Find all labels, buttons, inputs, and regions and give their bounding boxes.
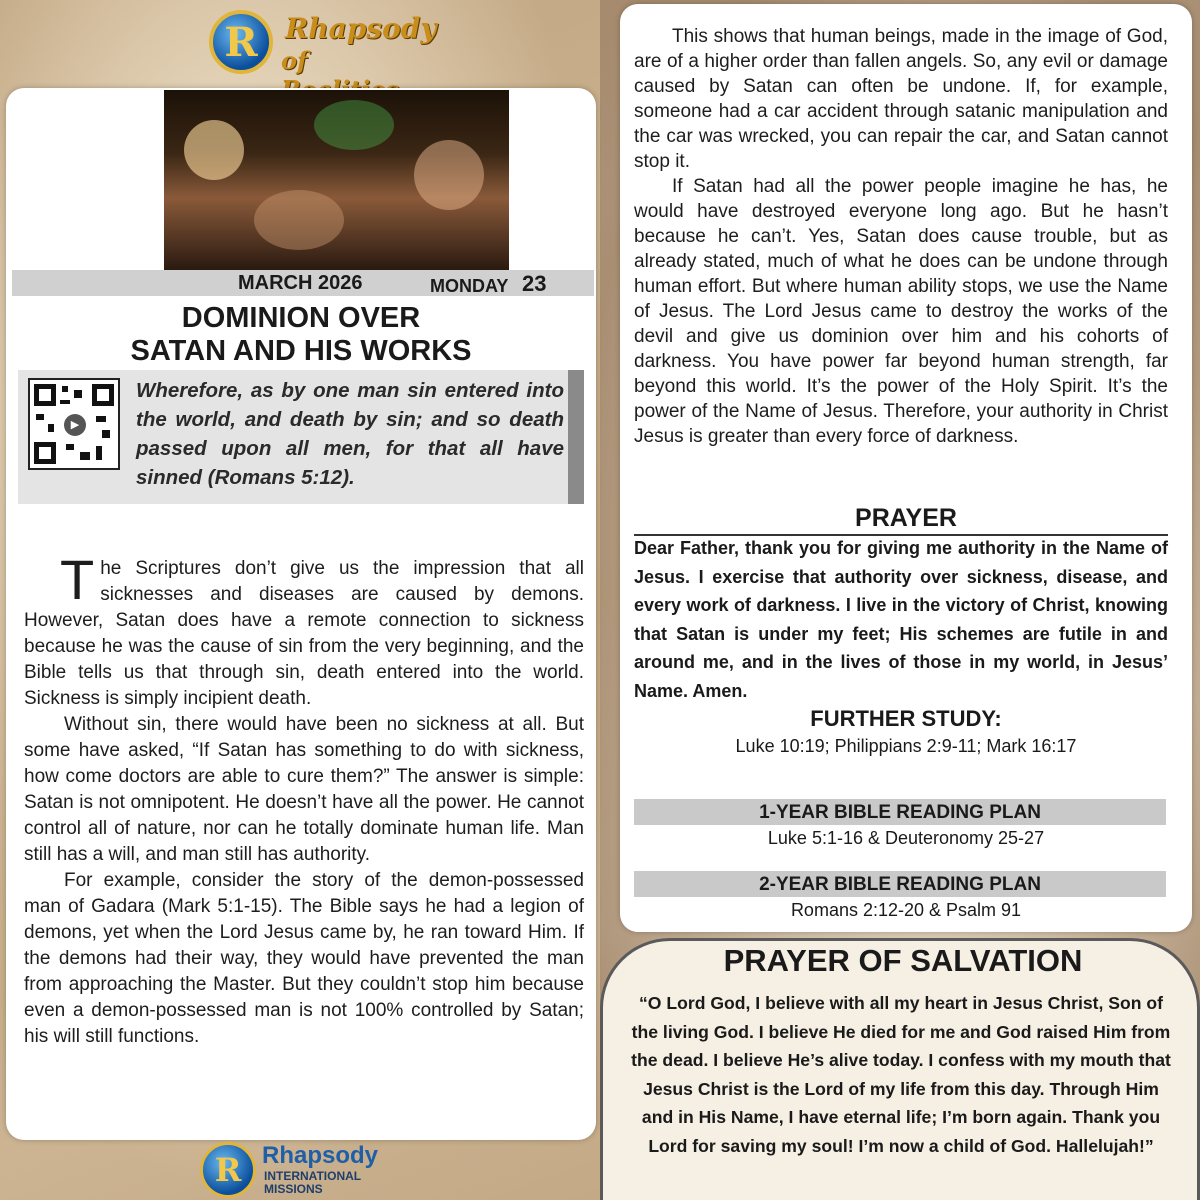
weekday: MONDAY (430, 276, 509, 296)
qr-code-icon[interactable] (28, 378, 120, 470)
paragraph-5: If Satan had all the power people imagine he has, he would have destroyed everyone long ago. But he hasn’t because he can’t. Yes, Satan does cause trouble, but as already stated, much of what he does can be undone through human effort. But where human ability stops, we use the Name of Jesus. The Lord Jesus came to destroy the works of the devil and give us dominion over him and his cohorts of darkness. You have power far beyond human strength, far beyond this world. It’s the power of the Holy Spirit. It’s the power of the Name of Jesus. Therefore, your authority in Christ Jesus is greater than every force of darkness. (634, 176, 1168, 447)
devotional-card-left (6, 88, 596, 1140)
devotional-body-left (24, 548, 584, 1050)
logo-text-line2: of (281, 46, 308, 75)
prayer-text: Dear Father, thank you for giving me authority in the Name of Jesus. I exercise that authority over sickness, disease, and every work of darkness. I live in the victory of Christ, knowing that Satan is under my feet; His schemes are futile in and around me, and in the lives of those in my world, in Jesus’ Name. Amen. (634, 538, 1168, 701)
paragraph-3: For example, consider the story of the demon-possessed man of Gadara (Mark 5:1-15). The Bible says he had a legion of demons, yet when the Lord Jesus came by, he ran toward Him. If the demons had their way, they would have prevented the man from approaching the Master. But they couldn’t stop him because even a demon-possessed man is not 100% controlled by Satan; his will still functions. (24, 870, 584, 1047)
plan-1-text: Luke 5:1-16 & Deuteronomy 25-27 (767, 828, 1045, 848)
paragraph-4: This shows that human beings, made in the image of God, are of a higher order than fallen angels. So, any evil or damage caused by Satan can often be undone. If, for example, someone had a car accident through satanic manipulation and the car was wrecked, you can repair the car, and Satan cannot stop it. (634, 26, 1168, 172)
paragraph-1: The Scriptures don’t give us the impression that all sicknesses and diseases are caused by demons. However, Satan does have a remote connection to sickness because he was the cause of sin from the very beginning, and the Bible tells us that through sin, death entered into the world. Sickness is simply incipient death. (24, 548, 584, 709)
salvation-text: “O Lord God, I believe with all my heart in Jesus Christ, Son of the living God. I believe He died for me and God raised Him from the dead. I believe He’s alive today. I confess with my mouth that Jesus Christ is the Lord of my life from this day. Through Him and in His Name, I have eternal life; I’m born again. Thank you Lord for saving my soul! I’m now a child of God. Hallelujah!” (631, 993, 1171, 1156)
scripture-verse: Wherefore, as by one man sin entered into the world, and death by sin; and so death passed upon all men, for that all have sinned (Romans 5:12). (136, 379, 564, 489)
further-study-text: Luke 10:19; Philippians 2:9-11; Mark 16:17 (735, 736, 1077, 756)
plan-2-heading: 2-YEAR BIBLE READING PLAN (634, 871, 1166, 897)
devotional-body-right (634, 24, 1168, 449)
devotional-card-right (620, 4, 1192, 932)
rhapsody-logo (205, 4, 437, 82)
plan-1-heading: 1-YEAR BIBLE READING PLAN (634, 799, 1166, 825)
logo-text-rhapsody: Rhapsody (262, 1142, 379, 1169)
drop-cap: T (60, 548, 95, 611)
scrollbar[interactable] (568, 370, 584, 504)
logo-globe-icon: R (200, 1142, 256, 1198)
logo-badge-icon: R (209, 10, 273, 74)
prayer-of-salvation (600, 938, 1200, 1200)
logo-text-line1: Rhapsody (285, 12, 437, 45)
day-number: 23 (522, 271, 547, 296)
plan-2-text: Romans 2:12-20 & Psalm 91 (790, 900, 1022, 920)
rhapsody-missions-logo (200, 1142, 390, 1198)
play-icon: ▶ (64, 414, 86, 436)
logo-text-missions: INTERNATIONAL MISSIONS (264, 1169, 362, 1196)
month-year: MARCH 2026 (238, 272, 363, 294)
salvation-heading: PRAYER OF SALVATION (723, 943, 1083, 978)
further-study-heading: FURTHER STUDY: (810, 706, 1002, 731)
scripture-box (18, 370, 584, 504)
worship-photo (164, 90, 509, 270)
paragraph-2: Without sin, there would have been no sickness at all. But some have asked, “If Satan has something to do with sickness, how come doctors are able to cure them?” The answer is simple: Satan is not omnipotent. He doesn’t have all the power. He cannot control all of nature, nor can he totally dominate human life. Man still has a will, and man still has authority. (24, 714, 584, 865)
title-line1: DOMINION OVER (181, 302, 421, 334)
page-title (6, 302, 596, 368)
title-line2: SATAN AND HIS WORKS (130, 335, 472, 367)
prayer-heading: PRAYER (855, 504, 957, 532)
